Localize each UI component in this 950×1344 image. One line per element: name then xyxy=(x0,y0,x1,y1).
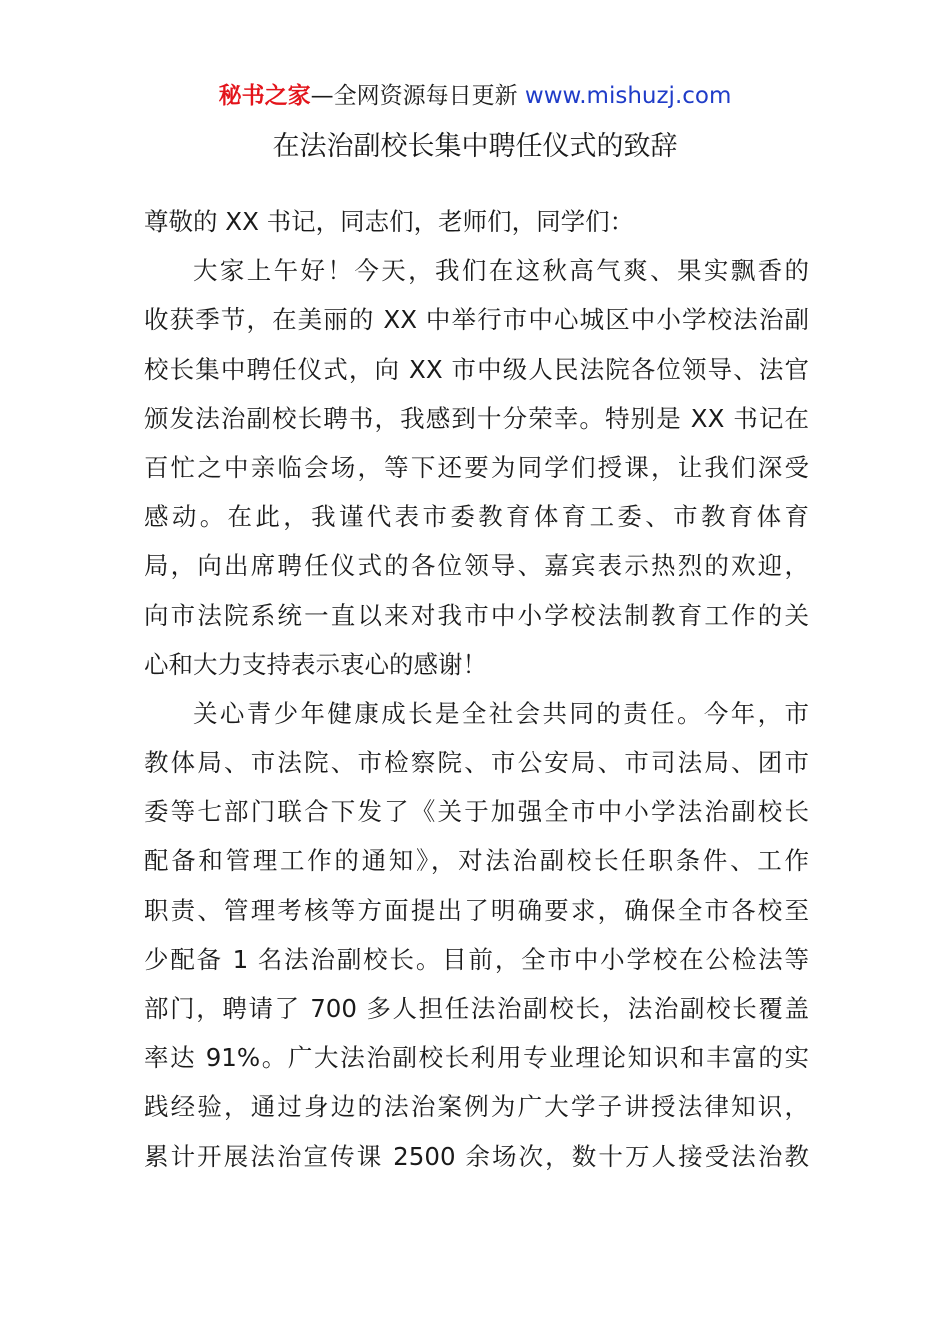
paragraph-line: 感动。在此，我谨代表市委教育体育工委、市教育体育 xyxy=(144,502,809,532)
paragraph-line: 累计开展法治宣传课 2500 余场次，数十万人接受法治教 xyxy=(144,1141,809,1171)
paragraph-line: 关心青少年健康成长是全社会共同的责任。今年，市 xyxy=(193,698,809,728)
paragraph-line: 心和大力支持表示衷心的感谢！ xyxy=(144,649,487,679)
site-url-link[interactable]: www.mishuzj.com xyxy=(524,83,732,109)
document-title: 在法治副校长集中聘任仪式的致辞 xyxy=(272,131,678,162)
salutation-line: 尊敬的 XX 书记，同志们，老师们，同学们： xyxy=(144,207,635,236)
paragraph-line: 大家上午好！今天，我们在这秋高气爽、果实飘香的 xyxy=(193,256,809,286)
site-brand: 秘书之家 xyxy=(218,83,311,109)
paragraph-line: 配备和管理工作的通知》，对法治副校长任职条件、工作 xyxy=(144,846,809,876)
paragraph-line: 践经验，通过身边的法治案例为广大学子讲授法律知识， xyxy=(144,1092,809,1122)
paragraph-line: 百忙之中亲临会场，等下还要为同学们授课，让我们深受 xyxy=(144,452,809,482)
paragraph-line: 率达 91%。广大法治副校长利用专业理论知识和丰富的实 xyxy=(144,1043,809,1073)
paragraph-line: 委等七部门联合下发了《关于加强全市中小学法治副校长 xyxy=(144,797,809,827)
paragraph-line: 教体局、市法院、市检察院、市公安局、市司法局、团市 xyxy=(144,748,809,778)
paragraph-line: 局，向出席聘任仪式的各位领导、嘉宾表示热烈的欢迎， xyxy=(144,551,809,581)
paragraph-line: 少配备 1 名法治副校长。目前，全市中小学校在公检法等 xyxy=(144,944,809,974)
paragraph-line: 部门，聘请了 700 多人担任法治副校长，法治副校长覆盖 xyxy=(144,994,809,1023)
paragraph-line: 校长集中聘任仪式，向 XX 市中级人民法院各位领导、法官 xyxy=(144,354,809,384)
paragraph-line: 职责、管理考核等方面提出了明确要求，确保全市各校至 xyxy=(144,895,809,925)
document-body xyxy=(144,197,809,1181)
site-header xyxy=(0,80,950,112)
site-tagline: —全网资源每日更新 xyxy=(310,83,525,109)
paragraph-line: 收获季节，在美丽的 XX 中举行市中心城区中小学校法治副 xyxy=(144,305,809,335)
paragraph-line: 向市法院系统一直以来对我市中小学校法制教育工作的关 xyxy=(144,600,809,630)
paragraph-line: 颁发法治副校长聘书，我感到十分荣幸。特别是 XX 书记在 xyxy=(144,403,809,433)
